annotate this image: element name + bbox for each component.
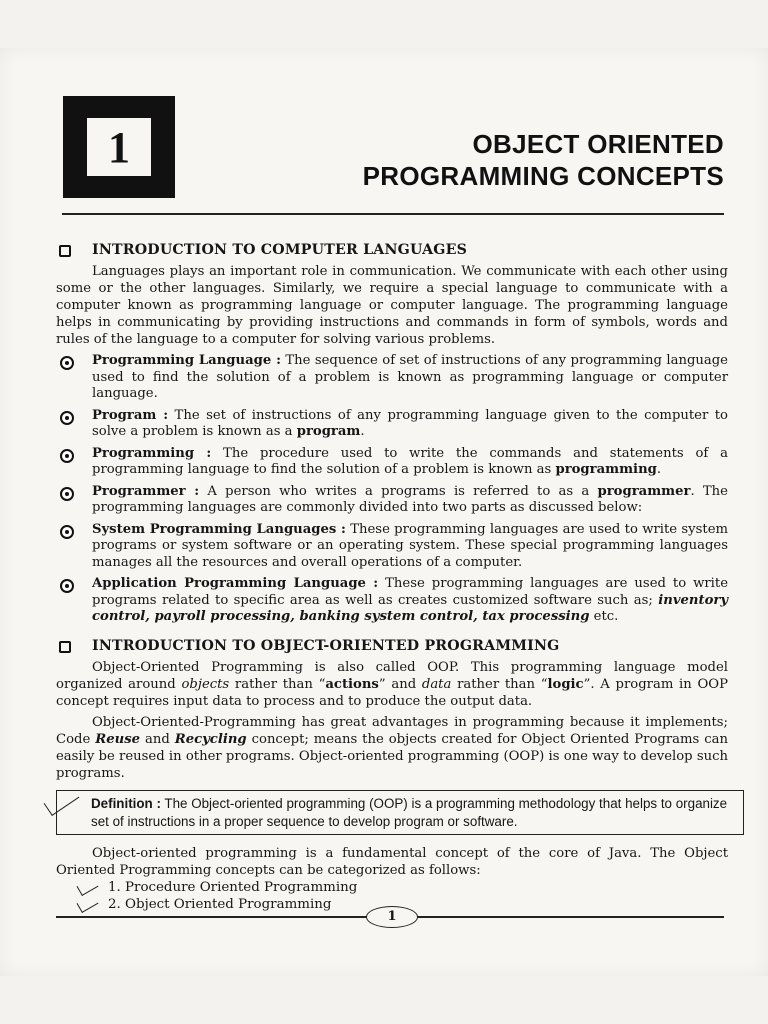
circle-bullet-icon [60,449,74,463]
list-item: 1. Procedure Oriented Programming [56,879,728,896]
list-item: Program : The set of instructions of any programming language given to the computer to solve a problem is known as a program. [56,408,728,441]
circle-bullet-icon [60,487,74,501]
categories-paragraph: Object-oriented programming is a fundamental concept of the core of Java. The Object Oriented Programming concepts can be categorized as follows: [56,845,728,878]
list-item: Programming : The procedure used to write the commands and statements of a programming language to find the solution of a problem is known as programming. [56,446,728,479]
oop-advantages-paragraph: Object-Oriented-Programming has great advantages in programming because it implements; Code Reuse and Recycling concept; means the objects created for Object Oriented Programs can easily be reused in other programs. Object-oriented programming (OOP) is one way to develop such programs. [56,714,729,781]
chapter-title-line-1: OBJECT ORIENTED [472,129,724,159]
definition-box: Definition : The Object-oriented programming (OOP) is a programming methodology that helps to organize set of instructions in a proper sequence to develop program or software. [56,790,744,835]
checkmark-icon [77,876,99,895]
header-rule [62,213,724,215]
intro-paragraph: Languages plays an important role in communication. We communicate with each other using some or the other languages. Similarly, we require a special language to communicate with a computer known as programming language or computer language. The programming language helps in communicating by providing instructions and commands in form of symbols, words and rules of the language to a computer for solving various problems. [56,264,728,347]
section-heading: INTRODUCTION TO COMPUTER LANGUAGES [56,240,728,260]
circle-bullet-icon [60,525,74,539]
page-footer [56,909,724,929]
circle-bullet-icon [60,579,74,593]
section-heading: INTRODUCTION TO OBJECT-ORIENTED PROGRAMMING [56,636,728,656]
square-bullet-icon [59,245,71,257]
page-content [56,240,728,913]
circle-bullet-icon [60,356,74,370]
list-item: System Programming Languages : These programming languages are used to write system programs or system software or an operating system. These special programming languages manages all the resources and overall operations of a computer. [56,522,728,572]
page-number: 1 [366,906,418,928]
square-bullet-icon [59,641,71,653]
chapter-title-line-2: PROGRAMMING CONCEPTS [362,161,724,191]
checkmark-icon [77,893,99,912]
circle-bullet-icon [60,411,74,425]
chapter-title [363,128,724,192]
list-item: Application Programming Language : These programming languages are used to write programs related to specific area as well as creates customized software such as; inventory control, payroll processing, banking system control, tax processing etc. [56,576,728,626]
list-item: Programming Language : The sequence of set of instructions of any programming language used to find the solution of a problem is known as programming language or computer language. [56,353,728,403]
oop-paragraph: Object-Oriented Programming is also called OOP. This programming language model organized around objects rather than “actions” and data rather than “logic”. A program in OOP concept requires input data to process and to produce the output data. [56,659,728,709]
list-item: 2. Object Oriented Programming [56,896,728,913]
chapter-number-box [63,96,175,198]
chapter-number: 1 [87,118,151,176]
list-item: Programmer : A person who writes a programs is referred to as a programmer. The programming languages are commonly divided into two parts as discussed below: [56,484,728,517]
